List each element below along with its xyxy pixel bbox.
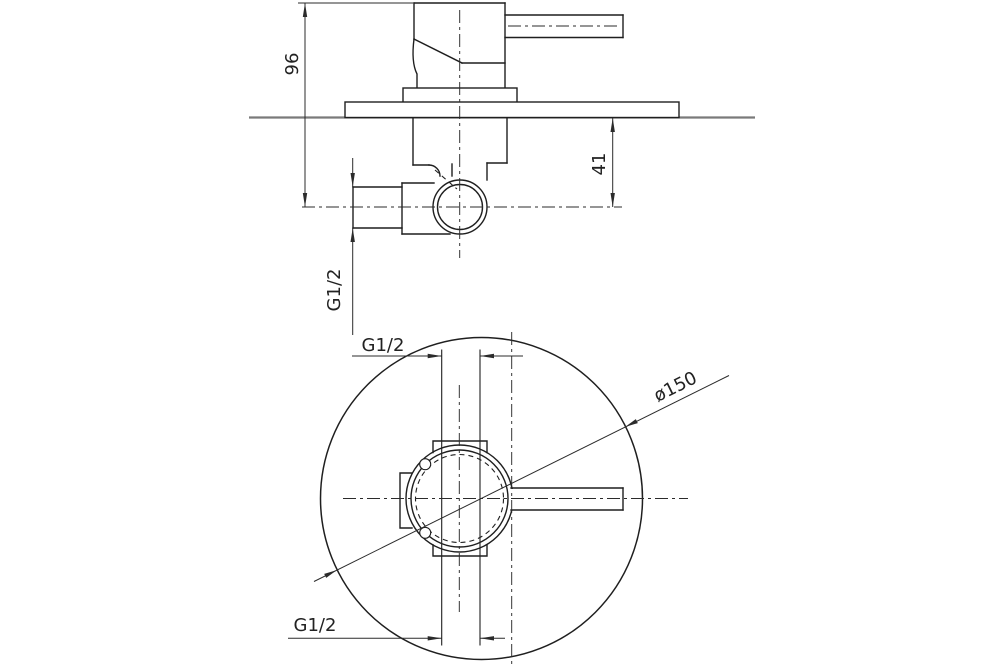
port-notch-bottom (420, 527, 431, 538)
hidden-edge (435, 170, 457, 189)
dim-label-g12-bottom: G1/2 (293, 615, 337, 636)
lever-handle-front (511, 488, 623, 510)
wall-plate-side (345, 102, 679, 118)
dim-g12-bottom (288, 615, 505, 641)
front-view (288, 332, 729, 667)
dim-41 (589, 118, 615, 207)
dim-label-41: 41 (589, 152, 610, 176)
valve-body-side (402, 118, 507, 234)
dim-label-96: 96 (282, 52, 303, 76)
supply-pipes (442, 350, 480, 645)
dim-g12-side (324, 158, 355, 335)
side-view (249, 3, 755, 335)
mixer-head-side (413, 3, 505, 88)
dim-label-diameter: ø150 (650, 367, 701, 407)
centerlines-side (302, 10, 622, 258)
dim-label-g12-side: G1/2 (324, 268, 345, 312)
top-flange (433, 441, 487, 453)
dim-diameter-150 (314, 368, 729, 582)
inlet-pipe-stub (353, 187, 402, 228)
dim-label-g12-top: G1/2 (361, 335, 405, 356)
port-notch-top (420, 459, 431, 470)
